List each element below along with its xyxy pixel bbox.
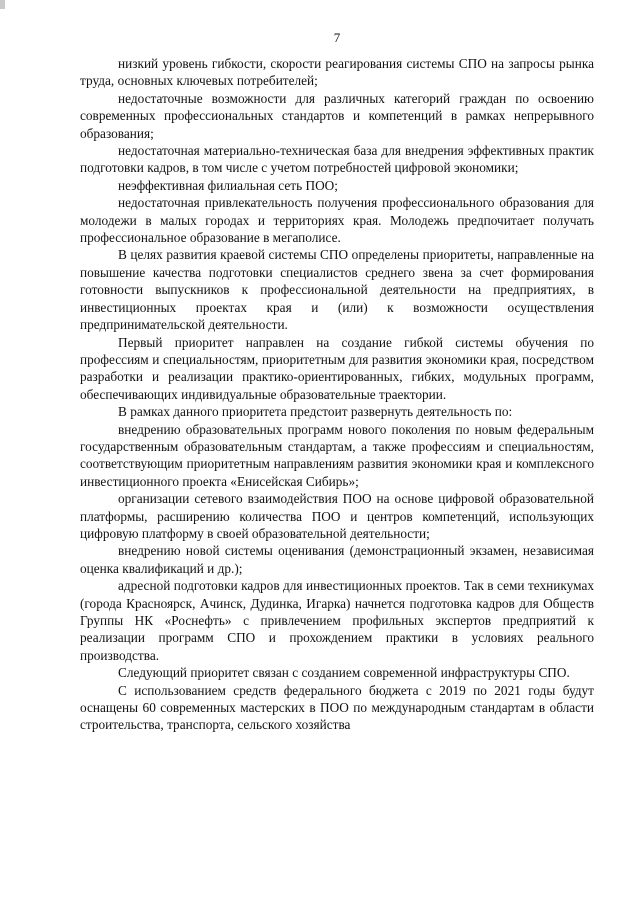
paragraph-next-priority: Следующий приоритет связан с созданием современной инфраструктуры СПО. <box>118 665 570 681</box>
paragraph-weakness-attractiveness: недостаточная привлекательность получения профессионального образования для молодежи в малых городах и территориях края. Молодежь предпочитает получать профессиональное образование в мегаполисе. <box>80 195 594 246</box>
paragraph-priorities: В целях развития краевой системы СПО определены приоритеты, направленные на повышение качества подготовки специалистов среднего звена за счет формирования готовности выпускников к профессиональной деятельности на предприятиях, в инвестиционных проектах края и (или) к возможности осуществления предпринимательской деятельности. <box>80 247 594 333</box>
scan-artifact <box>0 0 5 9</box>
paragraph-weakness-flexibility: низкий уровень гибкости, скорости реагирования системы СПО на запросы рынка труда, основных ключевых потребителей; <box>80 56 594 89</box>
paragraph-weakness-opportunities: недостаточные возможности для различных категорий граждан по освоению современных профессиональных стандартов и компетенций в рамках непрерывного образования; <box>80 90 594 141</box>
paragraph-priority-activities-intro: В рамках данного приоритета предстоит развернуть деятельность по: <box>118 404 513 420</box>
paragraph-activity-network: организации сетевого взаимодействия ПОО на основе цифровой образовательной платформы, расширению количества ПОО и центров компетенций, использующих цифровую платформу в своей образовательной деятельности; <box>80 491 594 541</box>
paragraph-federal-budget: С использованием средств федерального бюджета с 2019 по 2021 годы будут оснащены 60 современных мастерских в ПОО по международным стандартам в области строительства, транспорта, сельского хозяйства <box>80 682 594 733</box>
paragraph-activity-new-programs: внедрению образовательных программ нового поколения по новым федеральным государственным образовательным стандартам, а также профессиям и специальностям, соответствующим приоритетным направлениям развития экономики края и комплексного инвестиционного проекта «Енисейская Сибирь»; <box>80 421 594 489</box>
paragraph-activity-targeted-training: адресной подготовки кадров для инвестиционных проектов. Так в семи техникумах (города Красноярск, Ачинск, Дудинка, Игарка) начнется подготовка кадров для Обществ Группы НК «Роснефть» с привлечением профильных экспертов предприятий к реализации программ СПО и прохождением практики в условиях реального производства. <box>80 578 594 663</box>
paragraph-activity-assessment: внедрению новой системы оценивания (демонстрационный экзамен, независимая оценка квалификаций и др.); <box>80 543 594 576</box>
paragraph-weakness-branch-network: неэффективная филиальная сеть ПОО; <box>118 177 338 193</box>
paragraph-first-priority: Первый приоритет направлен на создание гибкой системы обучения по профессиям и специальностям, приоритетным для развития экономики края, посредством разработки и реализации практико-ориентированных, гибких, модульных программ, обеспечивающих индивидуальные образовательные траектории. <box>80 334 594 402</box>
paragraph-weakness-material-base: недостаточная материально-техническая база для внедрения эффективных практик подготовки кадров, в том числе с учетом потребностей цифровой экономики; <box>80 143 594 176</box>
document-page <box>80 30 594 734</box>
page-number: 7 <box>333 30 341 45</box>
